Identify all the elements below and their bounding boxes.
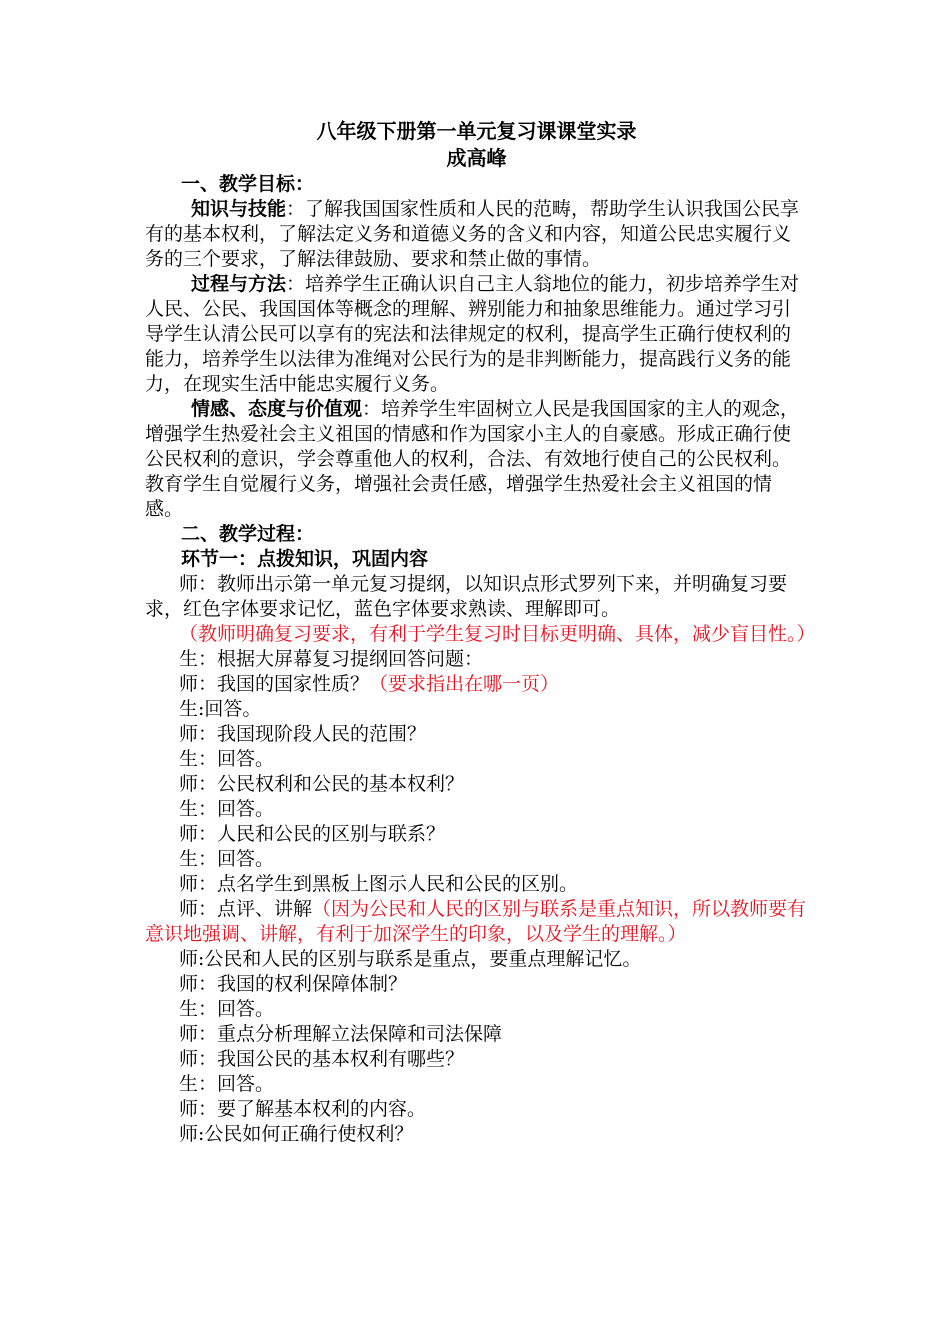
teacher-note: （教师明确复习要求，有利于学生复习时目标更明确、具体，减少盲目性。）: [179, 623, 816, 645]
dialogue-line: 师：要了解基本权利的内容。: [179, 1098, 427, 1120]
goal-process-text: ：培养学生正确认识自己主人翁地位的能力，初步培养学生对人民、公民、我国国体等概念的理解、辨别能力和抽象思维能力。通过学习引导学生认清公民可以享有的宪法和法律规定的权利，提高学生正确行使权利的能力，培养学生以法律为准绳对公民行为的是非判断能力，提高践行义务的能力，在现实生活中能忠实履行义务。: [145, 273, 800, 395]
dialogue-line: 师:公民如何正确行使权利？: [179, 1123, 414, 1145]
goal-knowledge-text: ：了解我国国家性质和人民的范畴，帮助学生认识我国公民享有的基本权利，了解法定义务和道德义务的含义和内容，知道公民忠实履行义务的三个要求，了解法律鼓励、要求和禁止做的事情。: [145, 198, 800, 270]
dialogue-line: [145, 897, 808, 947]
dialogue-line: 生：回答。: [179, 1073, 275, 1095]
dialogue-line: 生：回答。: [179, 748, 275, 770]
document-author: 成高峰: [446, 146, 507, 170]
dialogue-line: 师：我国现阶段人民的范围？: [179, 723, 427, 745]
teacher-note: （要求指出在哪一页）: [369, 673, 560, 695]
goal-knowledge-label: 知识与技能: [191, 198, 287, 220]
goal-process-paragraph: [145, 272, 808, 397]
dialogue-line: 师：重点分析理解立法保障和司法保障: [179, 1023, 503, 1045]
goal-process-label: 过程与方法: [191, 273, 287, 295]
goal-emotion-text: ：培养学生牢固树立人民是我国国家的主人的观念，增强学生热爱社会主义祖国的情感和作为国家小主人的自豪感。形成正确行使公民权利的意识，学会尊重他人的权利，合法、有效地行使自己的公民权利。教育学生自觉履行义务，增强社会责任感，增强学生热爱社会主义祖国的情感。: [145, 398, 800, 520]
teacher-note: （因为公民和人民的区别与联系是重点知识，所以教师要有意识地强调、讲解，有利于加深学生的印象，以及学生的理解。）: [145, 898, 807, 945]
dialogue-line: 生：回答。: [179, 798, 275, 820]
dialogue-line: 师：我国公民的基本权利有哪些？: [179, 1048, 465, 1070]
dialogue-line: 师：人民和公民的区别与联系？: [179, 823, 446, 845]
dialogue-line: [145, 672, 808, 697]
goal-emotion-label: 情感、态度与价值观: [191, 398, 363, 420]
dialogue-line: 师：教师出示第一单元复习提纲，以知识点形式罗列下来，并明确复习要求，红色字体要求记忆，蓝色字体要求熟读、理解即可。: [145, 573, 788, 620]
dialogue-line: 师:公民和人民的区别与联系是重点，要重点理解记忆。: [179, 948, 642, 970]
question-text: 师：我国的国家性质？: [179, 673, 370, 695]
document-title: 八年级下册第一单元复习课课堂实录: [316, 119, 637, 143]
dialogue-line: 生：回答。: [179, 998, 275, 1020]
dialogue-line: 生：回答。: [179, 848, 275, 870]
step-heading: 环节一：点拨知识，巩固内容: [181, 548, 429, 570]
goal-emotion-paragraph: [145, 397, 808, 522]
dialogue-line: 生:回答。: [179, 698, 262, 720]
dialogue-line: 师：我国的权利保障体制？: [179, 973, 408, 995]
comment-text: 师：点评、讲解: [179, 898, 313, 920]
dialogue-line: 师：点名学生到黑板上图示人民和公民的区别。: [179, 873, 579, 895]
dialogue-line: 生：根据大屏幕复习提纲回答问题：: [179, 648, 484, 670]
section-heading-process: 二、教学过程：: [181, 523, 315, 545]
section-heading-goals: 一、教学目标：: [181, 173, 315, 195]
dialogue-line: 师：公民权利和公民的基本权利？: [179, 773, 465, 795]
goal-knowledge-paragraph: [145, 197, 808, 272]
